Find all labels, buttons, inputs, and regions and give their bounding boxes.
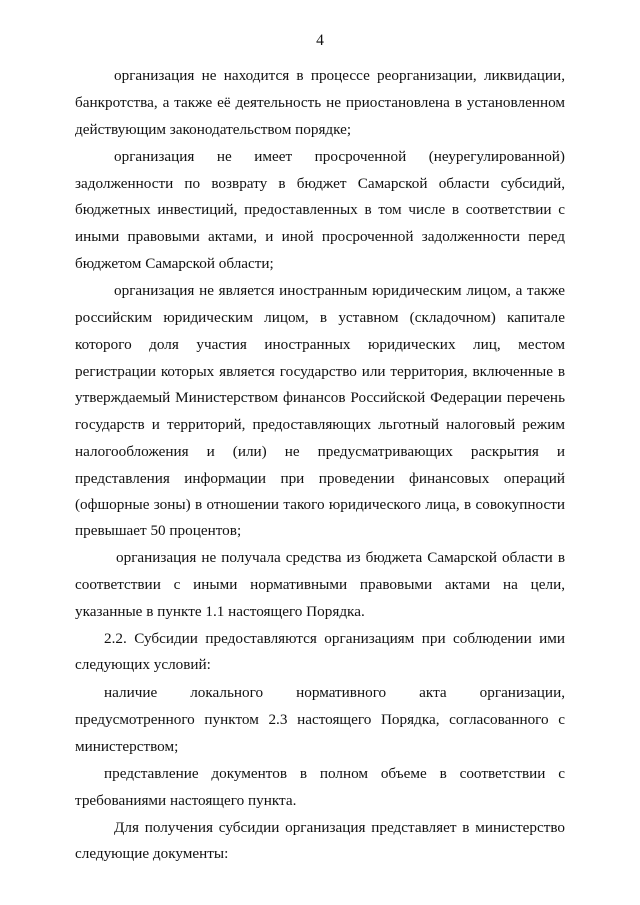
text-line: представление документов в полном объеме в соответствии с bbox=[104, 765, 565, 782]
text-line: российским юридическим лицом, в уставном (складочном) капитале bbox=[75, 309, 565, 326]
text-line: представления информации при проведении финансовых операций bbox=[75, 470, 565, 487]
text-line: которого доля участия иностранных юридических лиц, местом bbox=[75, 336, 565, 353]
text-line: Для получения субсидии организация представляет в министерство bbox=[114, 819, 565, 836]
text-line: следующие документы: bbox=[75, 845, 229, 862]
text-line: (офшорные зоны) в отношении такого юридического лица, в совокупности bbox=[75, 496, 565, 513]
text-line: регистрации которых является государство или территория, включенные в bbox=[75, 363, 565, 380]
text-line: организация не получала средства из бюджета Самарской области в bbox=[116, 549, 565, 566]
text-line: банкротства, а также её деятельность не приостановлена в установленном bbox=[75, 94, 565, 111]
text-line: наличие локального нормативного акта организации, bbox=[104, 684, 565, 701]
text-line: следующих условий: bbox=[75, 656, 211, 673]
text-line: требованиями настоящего пункта. bbox=[75, 792, 297, 809]
text-line: утверждаемый Министерством финансов Российской Федерации перечень bbox=[75, 389, 565, 406]
text-line: бюджетных инвестиций, предоставленных в том числе в соответствии с bbox=[75, 201, 565, 218]
text-line: организация не имеет просроченной (неурегулированной) bbox=[114, 148, 565, 165]
text-line: организация не находится в процессе реорганизации, ликвидации, bbox=[114, 67, 565, 84]
text-line: иными правовыми актами, и иной просроченной задолженности перед bbox=[75, 228, 565, 245]
text-line: задолженности по возврату в бюджет Самарской области субсидий, bbox=[75, 175, 565, 192]
text-line: бюджетом Самарской области; bbox=[75, 255, 274, 272]
text-line: организация не является иностранным юридическим лицом, а также bbox=[114, 282, 565, 299]
text-line: предусмотренного пунктом 2.3 настоящего Порядка, согласованного с bbox=[75, 711, 565, 728]
text-line: указанные в пункте 1.1 настоящего Порядка. bbox=[75, 603, 365, 620]
text-line: превышает 50 процентов; bbox=[75, 522, 242, 539]
text-line: 2.2. Субсидии предоставляются организациям при соблюдении ими bbox=[104, 630, 565, 647]
text-line: действующим законодательством порядке; bbox=[75, 121, 352, 138]
page-number: 4 bbox=[316, 32, 324, 49]
text-line: налогообложения и (или) не предусматривающих раскрытия и bbox=[75, 443, 565, 460]
text-line: государств и территорий, предоставляющих льготный налоговый режим bbox=[75, 416, 565, 433]
text-line: министерством; bbox=[75, 738, 179, 755]
text-line: соответствии с иными нормативными правовыми актами на цели, bbox=[75, 576, 565, 593]
